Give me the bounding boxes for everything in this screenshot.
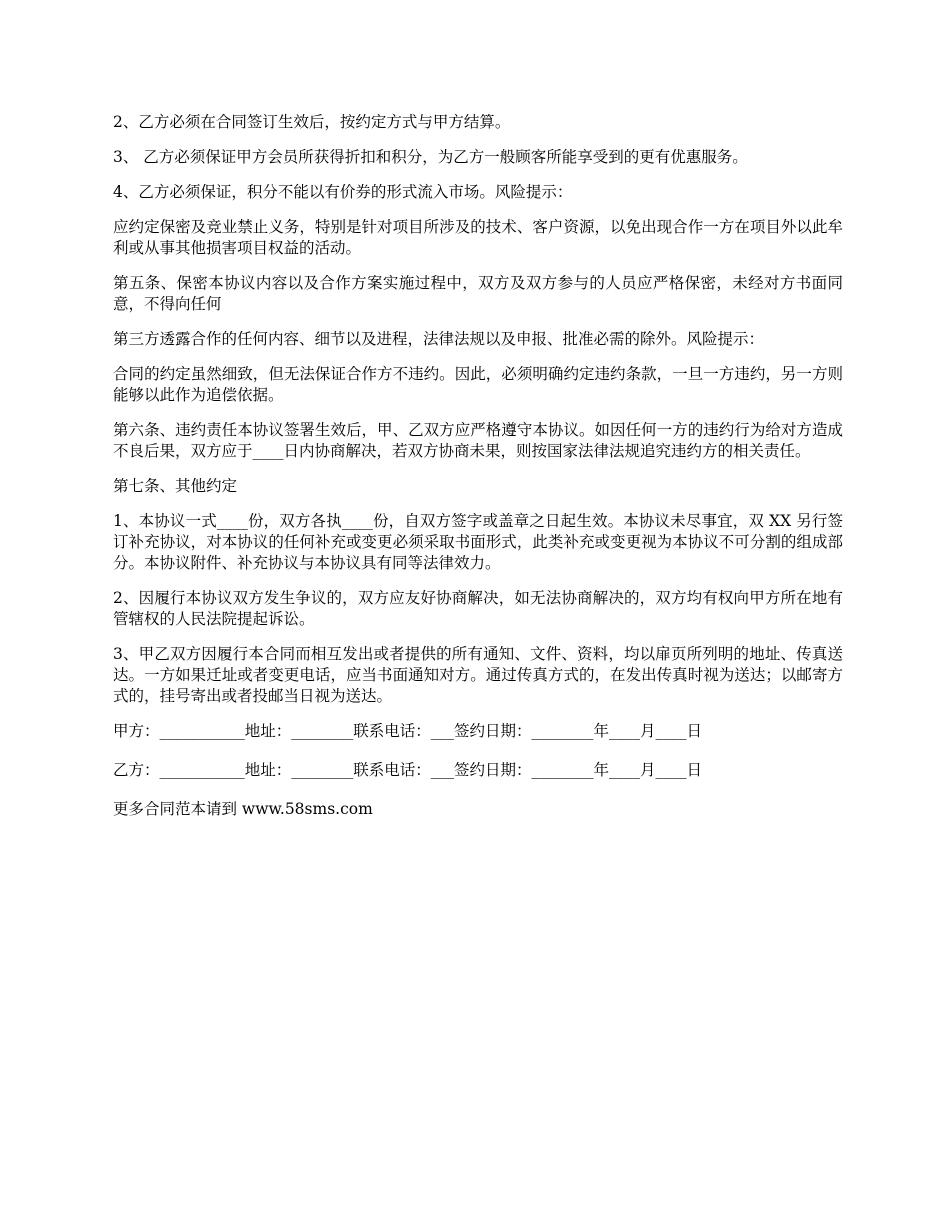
article-5-confidentiality: 第五条、保密本协议内容以及合作方案实施过程中，双方及双方参与的人员应严格保密，未经对方书面同意，不得向任何	[113, 274, 843, 313]
document-body	[113, 112, 843, 834]
clause-member-discount: 3、 乙方必须保证甲方会员所获得折扣和积分，为乙方一般顾客所能享受到的更有优惠服务。	[113, 148, 748, 166]
signature-line-party-b: 乙方：___________地址：________联系电话：___签约日期：________年____月____日	[113, 761, 703, 779]
risk-note-confidentiality: 应约定保密及竞业禁止义务，特别是针对项目所涉及的技术、客户资源，以免出现合作一方在项目外以此牟利或从事其他损害项目权益的活动。	[113, 218, 843, 257]
footer-link-text: 更多合同范本请到 www.58sms.com	[113, 800, 373, 818]
clause-notices: 3、甲乙双方因履行本合同而相互发出或者提供的所有通知、文件、资料，均以扉页所列明的地址、传真送达。一方如果迁址或者变更电话，应当书面通知对方。通过传真方式的，在发出传真时视为送达；以邮寄方式的，挂号寄出或者投邮当日视为送达。	[113, 645, 843, 705]
article-7-heading: 第七条、其他约定	[113, 477, 238, 495]
risk-note-breach: 合同的约定虽然细致，但无法保证合作方不违约。因此，必须明确约定违约条款，一旦一方违约，另一方则能够以此作为追偿依据。	[113, 365, 843, 404]
clause-settlement: 2、乙方必须在合同签订生效后，按约定方式与甲方结算。	[113, 113, 511, 131]
clause-points-restriction: 4、乙方必须保证，积分不能以有价券的形式流入市场。风险提示：	[113, 183, 573, 201]
article-6-liability: 第六条、违约责任本协议签署生效后，甲、乙双方应严格遵守本协议。如因任何一方的违约行为给对方造成不良后果，双方应于____日内协商解决，若双方协商未果，则按国家法律法规追究违约方的相关责任。	[113, 421, 843, 460]
signature-line-party-a: 甲方：___________地址：________联系电话：___签约日期：________年____月____日	[113, 722, 703, 740]
clause-copies: 1、本协议一式____份，双方各执____份，自双方签字或盖章之日起生效。本协议未尽事宜，双 XX 另行签订补充协议，对本协议的任何补充或变更必须采取书面形式，此类补充或变更视为本协议不可分割的组成部分。本协议附件、补充协议与本协议具有同等法律效力。	[113, 512, 843, 572]
article-5-continued: 第三方透露合作的任何内容、细节以及进程，法律法规以及申报、批准必需的除外。风险提示：	[113, 330, 765, 348]
clause-dispute: 2、因履行本协议双方发生争议的，双方应友好协商解决，如无法协商解决的，双方均有权向甲方所在地有管辖权的人民法院提起诉讼。	[113, 589, 843, 628]
